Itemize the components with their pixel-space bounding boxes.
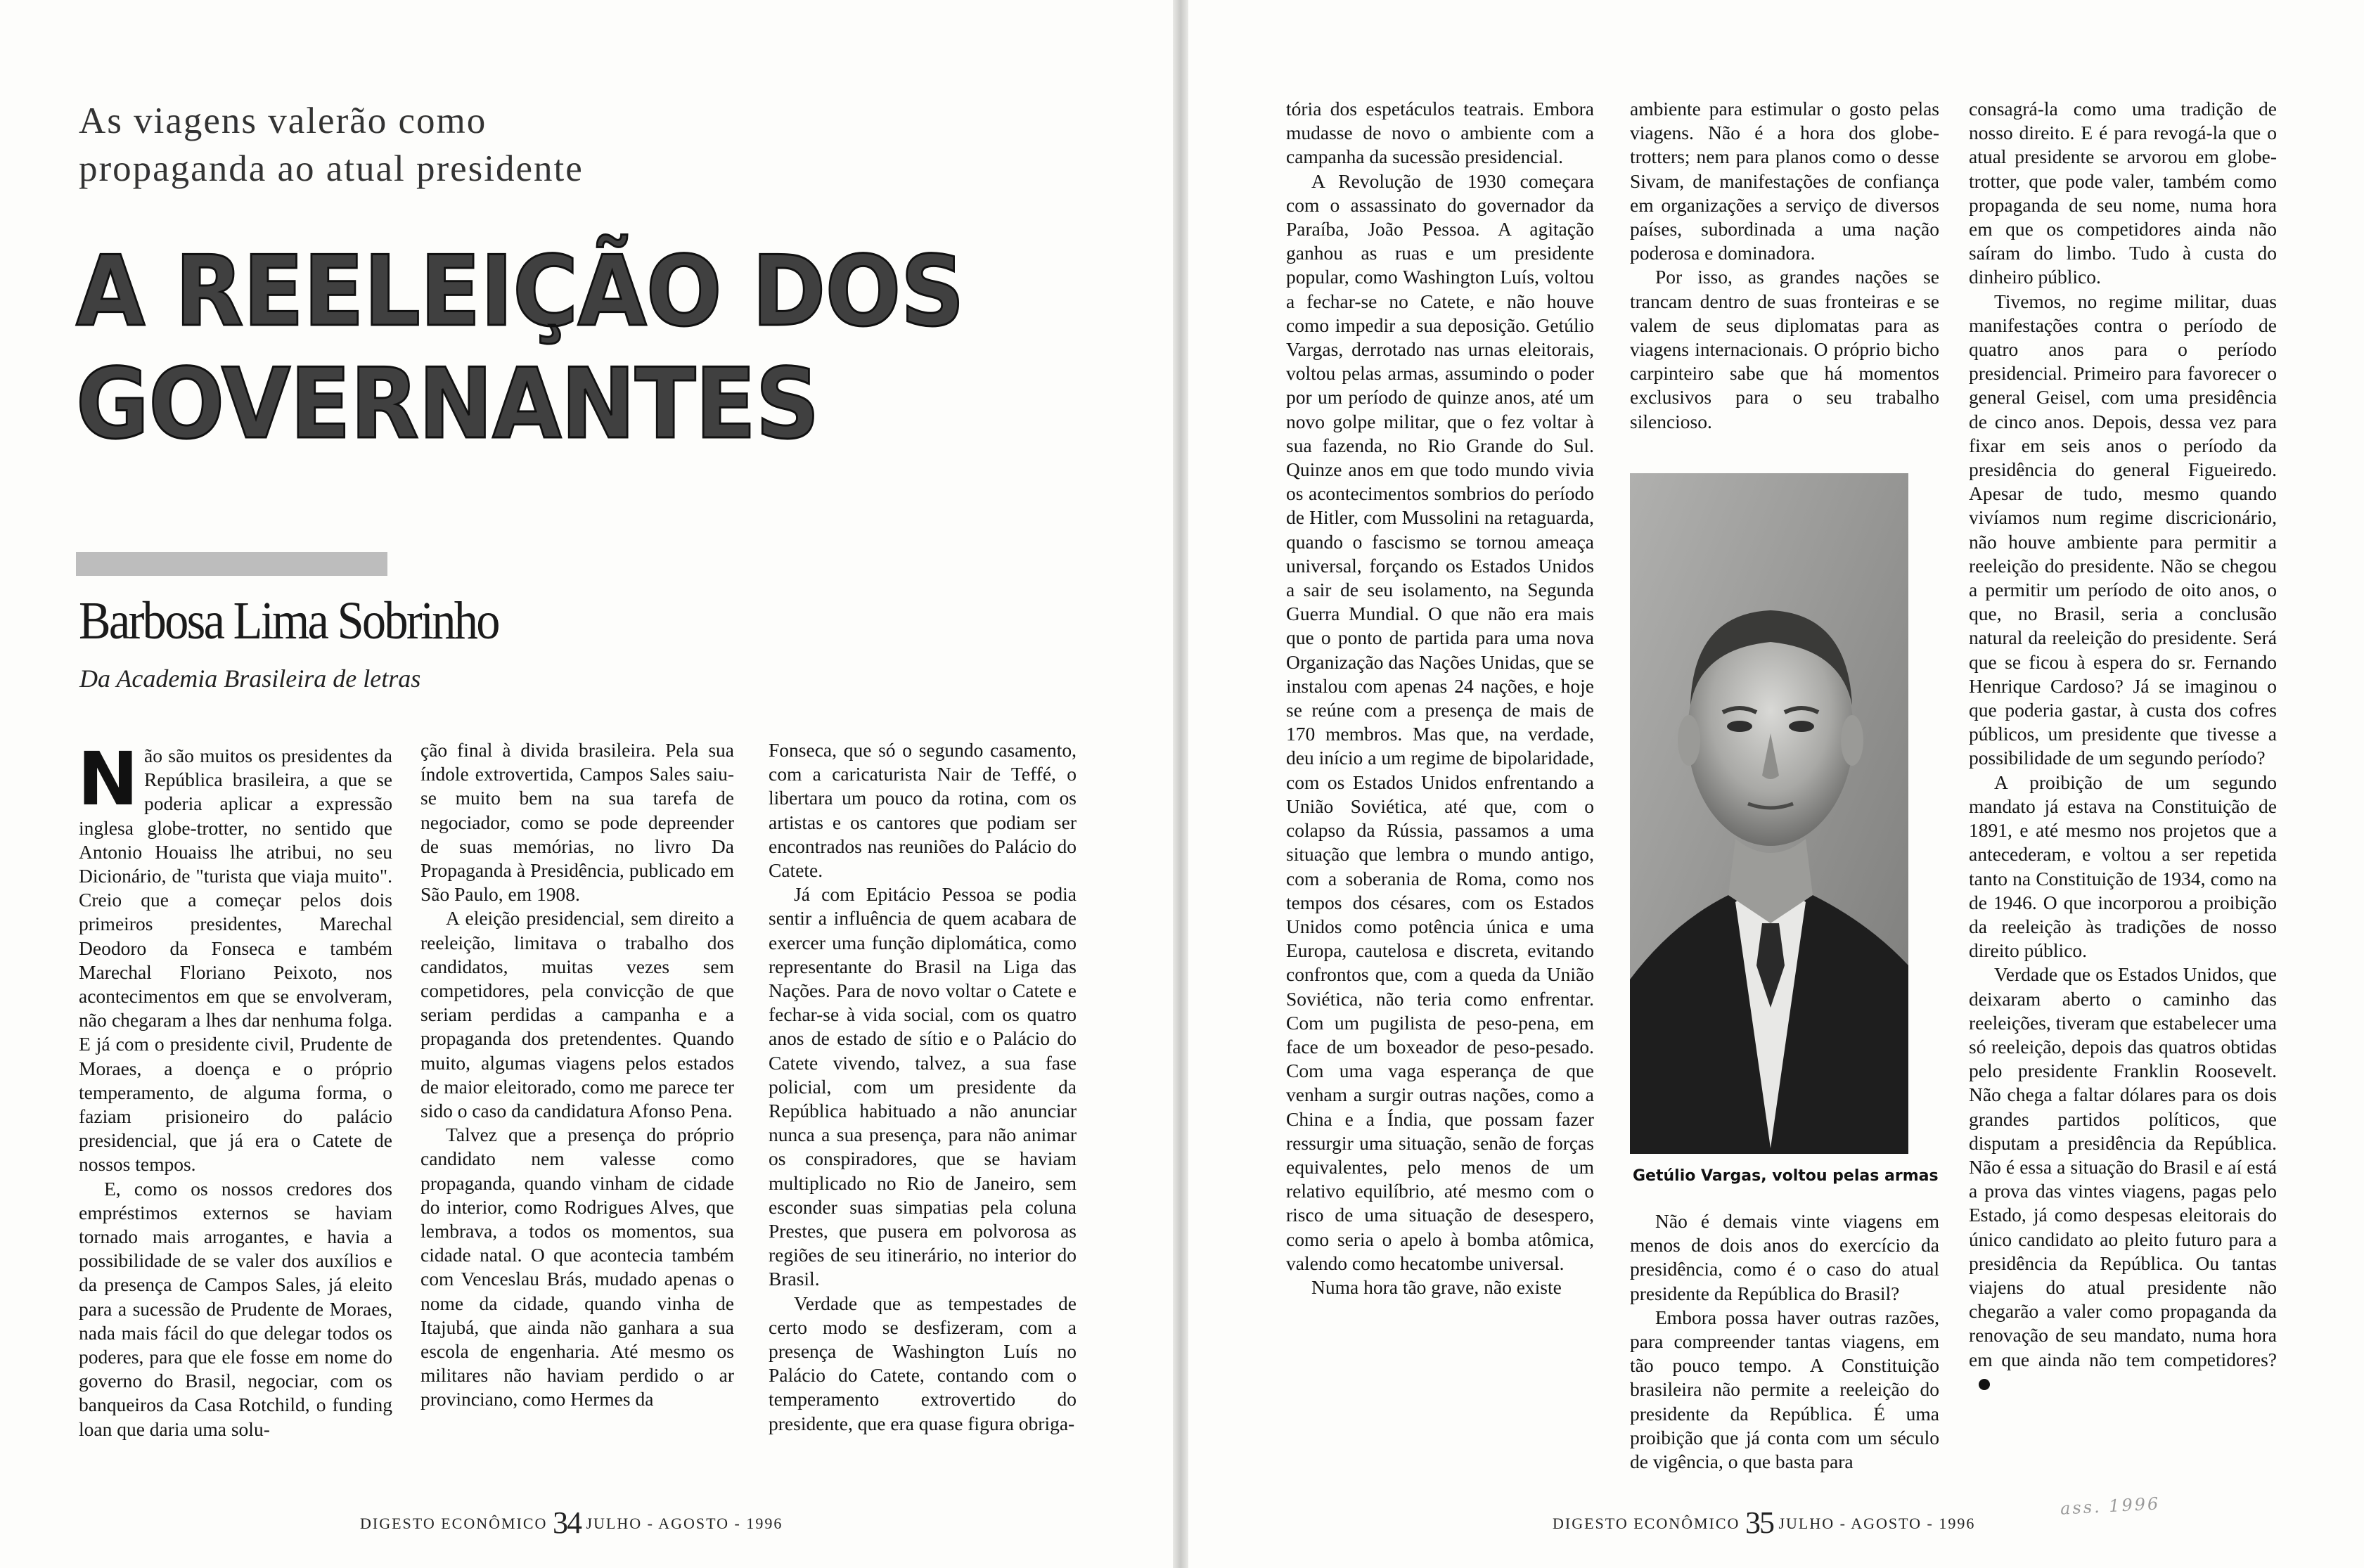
kicker [79,97,852,193]
paragraph: ção final à divida brasileira. Pela sua índole extrovertida, Campos Sales saiu-se muito bem na sua tarefa de negociador, como se pode depreender de suas memórias, no livro Da Propaganda à Presidência, publicado em São Paulo, em 1908. [420,739,734,906]
portrait-illustration [1630,473,1908,1154]
article-column-6 [1969,97,2277,1396]
left-page [0,0,1173,1568]
photo-getulio-vargas [1630,473,1908,1154]
page-gutter [1173,0,1188,1568]
paragraph: Tivemos, no regime militar, duas manifestações contra o período de quatro anos para o período presidencial. Primeiro para favorecer o general Geisel, com uma presidência de cinco anos. Depois, dessa vez para fixar em seis anos o período da presidência do general Figueiredo. Apesar de tudo, mesmo quando vivíamos num regime discricionário, não houve ambiente para permitir a reeleição do presidente. Não se chegou a permitir um período de oito anos, o que, no Brasil, seria a conclusão natural da reeleição do presidente. Será que se ficou à espera do sr. Fernando Henrique Cardoso? Já se imaginou o que poderia gastar, à custa dos cofres públicos, um presidente que tivesse a possibilidade de um segundo período? [1969,290,2277,769]
handwritten-annotation: ass. 1996 [2060,1493,2161,1519]
page-number: 35 [1745,1505,1773,1540]
article-column-1 [77,736,392,1441]
paragraph: tória dos espetáculos teatrais. Embora mudasse de novo o ambiente com a campanha da sucessão presidencial. [1286,98,1594,168]
page-number: 34 [552,1505,581,1540]
author-name: Barbosa Lima Sobrinho [79,591,499,650]
photo-caption: Getúlio Vargas, voltou pelas armas [1633,1167,1939,1185]
paragraph: Fonseca, que só o segundo casamento, com a caricaturista Nair de Teffé, o libertara um pouco da rotina, com os artistas e os cantores que podiam ser encontrados nas reuniões do Palácio do Catete. [769,739,1077,882]
issue-date: JULHO - AGOSTO - 1996 [586,1515,783,1532]
paragraph: Por isso, as grandes nações se trancam dentro de suas fronteiras e se valem de seus diplomatas para as viagens internacionais. O próprio bicho carpinteiro sabe que há momentos exclusivos para o seu trabalho silencioso. [1630,266,1939,432]
page-footer-right [1553,1505,1975,1541]
end-of-article-bullet [1979,1379,1990,1390]
paragraph: Verdade que as tempestades de certo modo se desfizeram, com a presença de Washington Luís no Palácio do Catete, contando com o temperamento extrovertido do presidente, que era quase figura obriga- [769,1292,1077,1434]
article-column-2 [420,738,734,1412]
decorative-bar [76,552,387,576]
article-column-5-top [1630,97,1939,434]
issue-date: JULHO - AGOSTO - 1996 [1778,1515,1976,1532]
headline-line-1: A REELEIÇÃO DOS [76,235,965,348]
paragraph: Numa hora tão grave, não existe [1311,1275,1562,1298]
article-column-4 [1286,97,1594,1299]
paragraph: Não é demais vinte viagens em menos de dois anos do exercício da presidência, como é o caso do atual presidente da República do Brasil? [1630,1210,1939,1304]
publication-name: DIGESTO ECONÔMICO [1553,1515,1740,1532]
headline [76,236,982,461]
portrait-photo [1630,473,1908,1155]
paragraph: Embora possa haver outras razões, para compreender tantas viagens, em tão pouco tempo. A Constituição brasileira não permite a reeleição do presidente da República. É uma proibição que já conta com um século de vigência, o que basta para [1630,1306,1939,1473]
drop-cap: N [77,736,139,822]
paragraph: E, como os nossos credores dos empréstimos externos se haviam tornado mais arrogantes, e havia a possibilidade de se valer dos auxílios e da presença de Campos Sales, já eleito para a sucessão de Prudente de Moraes, nada mais fácil do que delegar todos os poderes, para que ele fosse em nome do governo do Brasil, negociar, com os banqueiros da Casa Rotchild, o funding loan que daria uma solu- [79,1177,392,1440]
publication-name: DIGESTO ECONÔMICO [360,1515,548,1532]
paragraph: A proibição de um segundo mandato já estava na Constituição de 1891, e até mesmo nos projetos que a antecederam, e voltou a ser repetida tanto na Constituição de 1934, como na de 1946. O que incorporou a proibição da reeleição às tradições de nosso direito público. [1969,771,2277,962]
article-column-3 [769,738,1077,1436]
paragraph: Não são muitos os presidentes da República brasileira, a que se poderia aplicar a expressão inglesa globe-trotter, no sentido que Antonio Houaiss lhe atribui, no seu Dicionário, de "turista que viaja muito". Creio que a começar pelos dois primeiros presidentes, Marechal Deodoro da Fonseca e também Marechal Floriano Peixoto, nos acontecimentos em que se envolveram, não chegaram a lhes dar nenhuma folga. E já com o presidente civil, Prudente de Moraes, a doença e o próprio temperamento, de alguma forma, o faziam prisioneiro do palácio presidencial, que já era o Catete de nossos tempos. [77,736,392,1176]
author-affiliation: Da Academia Brasileira de letras [79,664,421,693]
kicker-line-2: propaganda ao atual presidente [79,148,584,189]
headline-line-2: GOVERNANTES [76,347,819,461]
paragraph: Já com Epitácio Pessoa se podia sentir a influência de quem acabara de exercer uma função diplomática, como representante do Brasil na Liga das Nações. Para de novo voltar o Catete e fechar-se à vida social, com os quatro anos de estado de sítio e o Palácio do Catete vivendo, talvez, a sua fase policial, com um presidente da República habituado a não anunciar nunca a sua presença, para não animar os conspiradores, que se haviam multiplicado no Rio de Janeiro, sem esconder suas simpatias pela coluna Prestes, que pusera em polvorosa as regiões de seu itinerário, no interior do Brasil. [769,883,1077,1290]
paragraph: A Revolução de 1930 começara com o assassinato do governador da Paraíba, João Pessoa. A agitação ganhou as ruas e um presidente popular, como Washington Luís, voltou a fechar-se no Catete, e não houve como impedir a sua deposição. Getúlio Vargas, derrotado nas urnas eleitorais, voltou pelas armas, assumindo o poder por um período de quinze anos, até um novo golpe militar, que o fez voltar à sua fazenda, no Rio Grande do Sul. Quinze anos em que todo mundo vivia os acontecimentos sombrios do período de Hitler, com Mussolini na retaguarda, quando o fascismo se tornou ameaça universal, forçando os Estados Unidos a sair de seu isolamento, na Segunda Guerra Mundial. O que não era mais que o ponto de partida para uma nova Organização das Nações Unidas, que se instalou com apenas 24 nações, e hoje se reúne com a presença de mais de 170 membros. Mas que, na verdade, deu início a um regime de bipolaridade, com os Estados Unidos enfrentando a União Soviética, até que, com o colapso da Rússia, passamos a uma situação que lembra o mundo antigo, com a soberania de Roma, como nos tempos dos césares, com os Estados Unidos como potência única e uma Europa, cautelosa e discreta, evitando confrontos que, com a queda da União Soviética, não teria como enfrentar. Com um pugilista de peso-pena, em face de um boxeador de peso-pesado. Com uma vaga esperança de que venham a surgir outras nações, como a China e a Índia, que possam fazer ressurgir uma situação, senão de forças equivalentes, pelo menos de um relativo equilíbrio, até mesmo com o risco de uma situação de desespero, como seria o apelo à bomba atômica, valendo como hecatombe universal. [1286,169,1594,1274]
paragraph: Verdade que os Estados Unidos, que deixaram aberto o caminho das reeleições, tiveram que estabelecer uma só reeleição, depois das quatros obtidas pelo presidente Franklin Roosevelt. Não chega a faltar dólares para os dois grandes partidos políticos, que disputam a presidência da República. Não é essa a situação do Brasil e aí está a prova das vintes viagens, pagas pelo Estado, já como despesas eleitorais do único candidato ao pleito futuro para a presidência da República. Ou tantas viajens do atual presidente não chegarão a valer como propaganda da renovação de seu mandato, numa hora em que ainda não tem competidores? [1969,963,2277,1396]
paragraph: Talvez que a presença do próprio candidato nem valesse como propaganda, quando vinham de cidade do interior, como Rodrigues Alves, que lembrava, a todos os momentos, sua cidade natal. O que acontecia também com Venceslau Brás, mudado apenas o nome da cidade, quando vinha de Itajubá, que ainda não ganhara a sua escola de engenharia. Até mesmo os militares não haviam perdido o ar provinciano, como Hermes da [420,1124,734,1410]
paragraph: A eleição presidencial, sem direito a reeleição, limitava o trabalho dos candidatos, muitas vezes sem competidores, pela convicção de que seriam perdidas a campanha e a propaganda dos pretendentes. Quando muito, algumas viagens pelos estados de maior eleitorado, como me parece ter sido o caso da candidatura Afonso Pena. [420,907,734,1122]
kicker-line-1: As viagens valerão como [79,101,487,141]
paragraph: consagrá-la como uma tradição de nosso direito. E é para revogá-la que o atual presidente se arvorou em globe-trotter, que pode valer, também como propaganda de seu nome, numa hora em que os competidores ainda não saíram do limbo. Tudo à custa do dinheiro público. [1969,98,2277,288]
page-footer-left [360,1505,783,1541]
paragraph: ambiente para estimular o gosto pelas viagens. Não é a hora dos globe-trotters; nem para planos como o desse Sivam, de manifestações de confiança em organizações a serviço de diversos países, subordinada a uma nação poderosa e dominadora. [1630,98,1939,264]
article-column-5-bottom [1630,1209,1939,1474]
